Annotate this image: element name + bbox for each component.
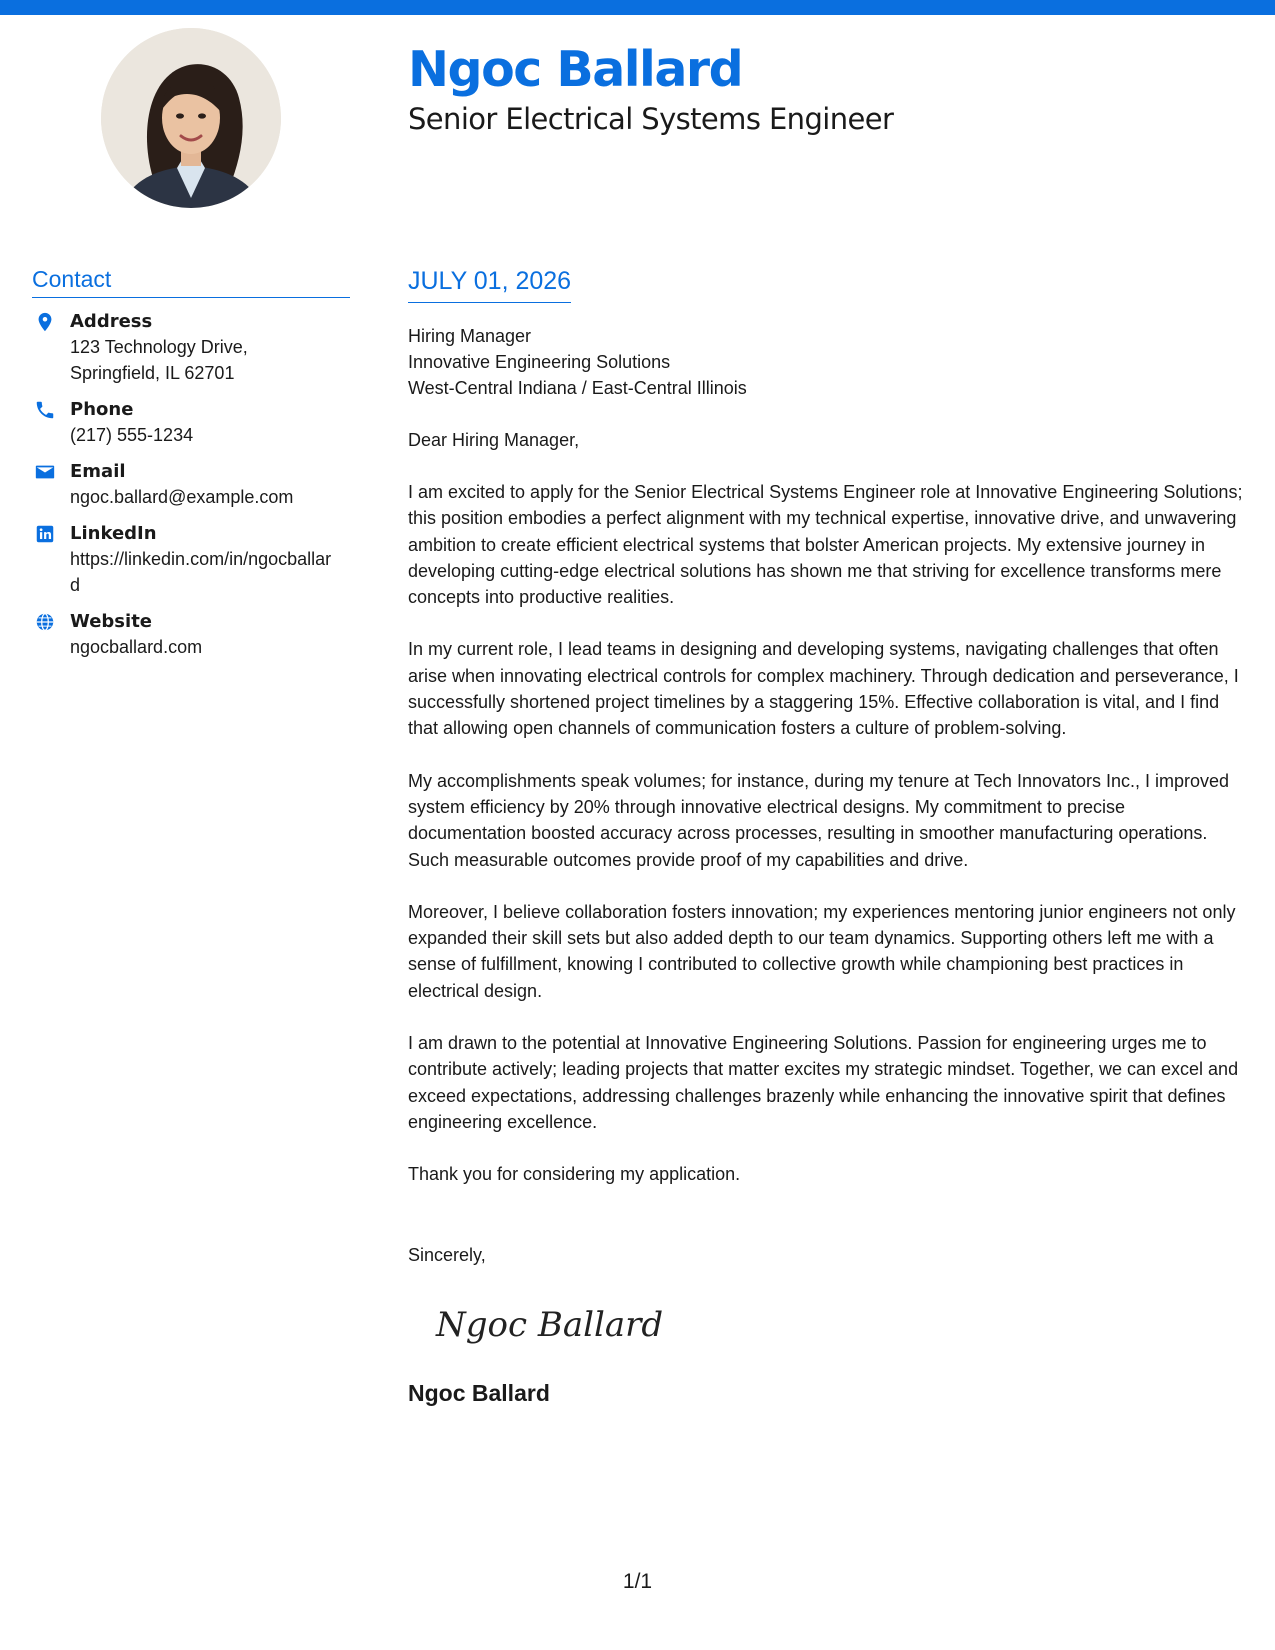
- recipient-location: West-Central Indiana / East-Central Illinois: [408, 378, 747, 398]
- contact-value-linkedin[interactable]: https://linkedin.com/in/ngocballard: [70, 548, 332, 595]
- contact-label-phone: Phone: [70, 398, 134, 420]
- closing: Sincerely,: [408, 1244, 486, 1265]
- globe-icon: [34, 611, 56, 633]
- contact-heading: Contact: [32, 266, 350, 298]
- contact-value-phone: (217) 555-1234: [70, 424, 194, 445]
- contact-item-linkedin: [32, 522, 350, 598]
- recipient-block: [408, 323, 1248, 401]
- map-pin-icon: [34, 311, 56, 333]
- signature-image: [432, 1294, 672, 1350]
- recipient-line: Hiring Manager: [408, 326, 532, 346]
- recipient-company: Innovative Engineering Solutions: [408, 352, 671, 372]
- paragraph: My accomplishments speak volumes; for instance, during my tenure at Tech Innovators Inc., I improved system efficiency by 20% through innovative electrical designs. My commitment to precise documentation boosted accuracy across processes, resulting in smoother manufacturing operations. Such measurable outcomes provide proof of my capabilities and drive.: [408, 770, 1230, 870]
- paragraph: I am drawn to the potential at Innovative Engineering Solutions. Passion for engineering urges me to contribute actively; leading projects that matter excites my strategic mindset. Together, we can excel and exceed expectations, addressing challenges brazenly while enhancing the innovative spirit that defines engineering excellence.: [408, 1033, 1239, 1132]
- contact-item-website: [32, 610, 350, 660]
- applicant-title: Senior Electrical Systems Engineer: [408, 102, 894, 136]
- phone-icon: [34, 399, 56, 421]
- paragraph: Thank you for considering my application.: [408, 1164, 741, 1185]
- contact-value-address: 123 Technology Drive, Springfield, IL 62701: [70, 336, 248, 383]
- signed-name: Ngoc Ballard: [408, 1379, 550, 1406]
- contact-sidebar: [32, 266, 350, 660]
- profile-photo-image: [101, 28, 281, 208]
- applicant-name: Ngoc Ballard: [408, 41, 743, 98]
- page-number: 1/1: [622, 1570, 653, 1593]
- envelope-icon: [34, 461, 56, 483]
- top-accent-bar: [0, 0, 1275, 15]
- contact-value-email[interactable]: ngoc.ballard@example.com: [70, 486, 294, 507]
- contact-label-email: Email: [70, 460, 126, 482]
- paragraph: I am excited to apply for the Senior Electrical Systems Engineer role at Innovative Engineering Solutions; this position embodies a perfect alignment with my technical expertise, innovative drive, and unwavering ambition to create efficient electrical systems that bolster American projects. My extensive journey in developing cutting-edge electrical solutions has shown me that striving for excellence transforms mere concepts into productive realities.: [408, 482, 1243, 608]
- contact-value-website[interactable]: ngocballard.com: [70, 636, 203, 657]
- paragraph: Moreover, I believe collaboration fosters innovation; my experiences mentoring junior engineers not only expanded their skill sets but also added depth to our team dynamics. Supporting others left me with a sense of fulfillment, knowing I contributed to collective growth while championing best practices in electrical design.: [408, 901, 1236, 1001]
- letter-date: JULY 01, 2026: [408, 266, 571, 303]
- greeting: Dear Hiring Manager,: [408, 430, 580, 450]
- paragraph: In my current role, I lead teams in designing and developing systems, navigating challenges that often arise when innovating electrical controls for complex machinery. Through dedication and perseverance, I successfully shortened project timelines by a staggering 15%. Effective collaboration is vital, and I find that allowing open channels of communication fosters a culture of problem-solving.: [408, 639, 1239, 739]
- handwritten-signature: [432, 1294, 1248, 1350]
- contact-item-email: [32, 460, 350, 510]
- letter-body: [408, 266, 1248, 1407]
- contact-label-linkedin: LinkedIn: [70, 522, 157, 544]
- signature-text: Ngoc Ballard: [436, 1304, 664, 1345]
- contact-label-website: Website: [70, 610, 153, 632]
- contact-item-address: [32, 310, 350, 386]
- contact-item-phone: [32, 398, 350, 448]
- profile-photo: [101, 28, 281, 208]
- contact-label-address: Address: [70, 310, 153, 332]
- linkedin-icon: [34, 523, 56, 545]
